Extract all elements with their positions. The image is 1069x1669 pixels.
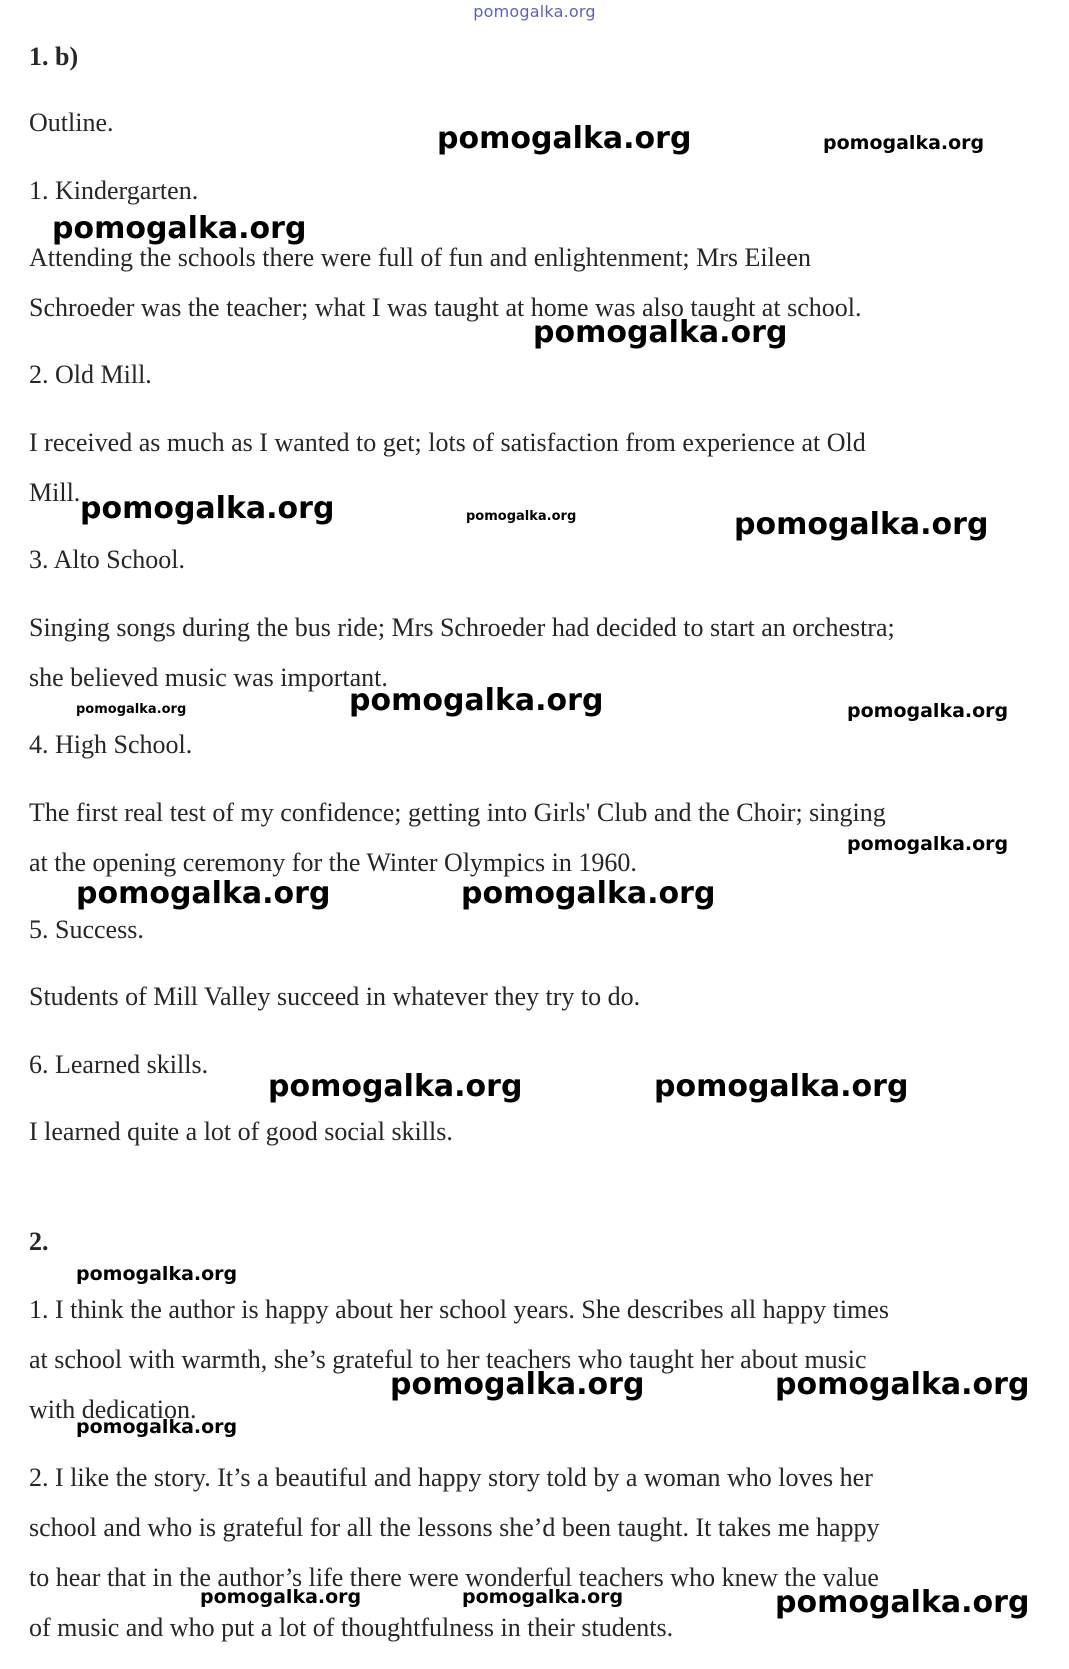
watermark: pomogalka.org bbox=[349, 683, 604, 718]
watermark: pomogalka.org bbox=[390, 1367, 645, 1402]
answer-line: of music and who put a lot of thoughtfulness in their students. bbox=[29, 1613, 674, 1642]
watermark: pomogalka.org bbox=[76, 702, 187, 717]
outline-item-1: 1. Kindergarten. bbox=[29, 176, 199, 205]
paragraph-line: The first real test of my confidence; getting into Girls' Club and the Choir; singing bbox=[29, 798, 886, 827]
answer-line: to hear that in the author’s life there were wonderful teachers who knew the value bbox=[29, 1563, 879, 1592]
paragraph-line: Students of Mill Valley succeed in whatever they try to do. bbox=[29, 982, 641, 1011]
paragraph-line: Attending the schools there were full of fun and enlightenment; Mrs Eileen bbox=[29, 243, 811, 272]
answer-line: with dedication. bbox=[29, 1395, 197, 1424]
outline-item-3: 3. Alto School. bbox=[29, 545, 186, 574]
paragraph-line: I received as much as I wanted to get; lots of satisfaction from experience at Old bbox=[29, 428, 866, 457]
paragraph-line: she believed music was important. bbox=[29, 663, 388, 692]
watermark: pomogalka.org bbox=[52, 211, 307, 246]
watermark: pomogalka.org bbox=[80, 491, 335, 526]
answer-line: at school with warmth, she’s grateful to her teachers who taught her about music bbox=[29, 1345, 867, 1374]
watermark: pomogalka.org bbox=[437, 121, 692, 156]
watermark: pomogalka.org bbox=[775, 1367, 1030, 1402]
watermark: pomogalka.org bbox=[847, 700, 1009, 722]
watermark: pomogalka.org bbox=[823, 132, 985, 154]
watermark: pomogalka.org bbox=[200, 1586, 362, 1608]
exercise-2-heading: 2. bbox=[29, 1227, 49, 1256]
answer-line: 1. I think the author is happy about her school years. She describes all happy times bbox=[29, 1295, 889, 1324]
paragraph-line: Singing songs during the bus ride; Mrs Schroeder had decided to start an orchestra; bbox=[29, 613, 895, 642]
outline-item-4: 4. High School. bbox=[29, 730, 193, 759]
watermark: pomogalka.org bbox=[76, 1263, 238, 1285]
paragraph-line: I learned quite a lot of good social skills. bbox=[29, 1117, 453, 1146]
watermark: pomogalka.org bbox=[847, 833, 1009, 855]
watermark: pomogalka.org bbox=[533, 315, 788, 350]
paragraph-line: Schroeder was the teacher; what I was taught at home was also taught at school. bbox=[29, 293, 862, 322]
exercise-1b-heading: 1. b) bbox=[29, 42, 79, 71]
top-watermark: pomogalka.org bbox=[473, 2, 596, 21]
watermark: pomogalka.org bbox=[76, 1416, 238, 1438]
paragraph-line: Mill. bbox=[29, 478, 81, 507]
answer-line: 2. I like the story. It’s a beautiful and happy story told by a woman who loves her bbox=[29, 1463, 873, 1492]
watermark: pomogalka.org bbox=[654, 1069, 909, 1104]
outline-item-5: 5. Success. bbox=[29, 915, 144, 944]
watermark: pomogalka.org bbox=[462, 1586, 624, 1608]
watermark: pomogalka.org bbox=[466, 509, 577, 524]
outline-title: Outline. bbox=[29, 108, 114, 137]
answer-line: school and who is grateful for all the lessons she’d been taught. It takes me happy bbox=[29, 1513, 880, 1542]
watermark: pomogalka.org bbox=[268, 1069, 523, 1104]
outline-item-6: 6. Learned skills. bbox=[29, 1050, 209, 1079]
outline-item-2: 2. Old Mill. bbox=[29, 360, 152, 389]
watermark: pomogalka.org bbox=[775, 1585, 1030, 1620]
watermark: pomogalka.org bbox=[76, 876, 331, 911]
watermark: pomogalka.org bbox=[461, 876, 716, 911]
watermark: pomogalka.org bbox=[734, 507, 989, 542]
paragraph-line: at the opening ceremony for the Winter Olympics in 1960. bbox=[29, 848, 637, 877]
